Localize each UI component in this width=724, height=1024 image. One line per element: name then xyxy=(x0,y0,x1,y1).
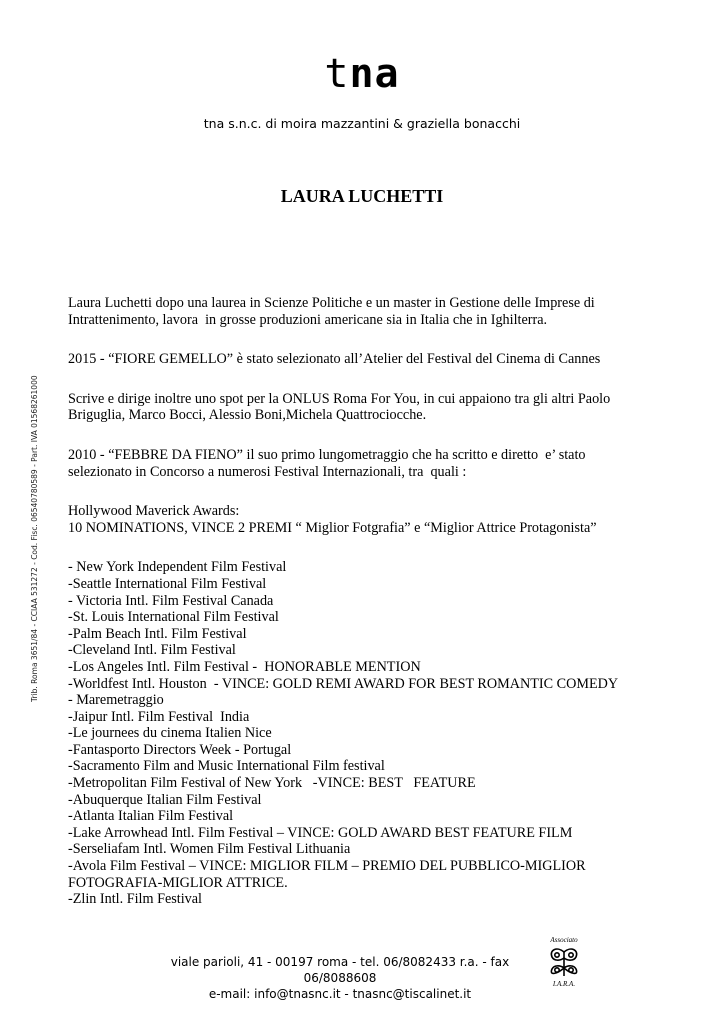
festival-item: -Lake Arrowhead Intl. Film Festival – VINCE: GOLD AWARD BEST FEATURE FILM xyxy=(68,824,573,841)
hollywood-line-2: 10 NOMINATIONS, VINCE 2 PREMI “ Miglior Fotgrafia” e “Miglior Attrice Protagonista” xyxy=(68,519,597,536)
company-name: tna s.n.c. di moira mazzantini & graziella bonacchi xyxy=(203,116,521,131)
vertical-registration-text: Trib. Roma 3651/84 - CCIAA 531272 - Cod. Fisc. 06540780589 - Part. IVA 01568261000 xyxy=(30,375,39,702)
footer-address: viale parioli, 41 - 00197 roma - tel. 06/8082433 r.a. - fax 06/8088608 xyxy=(170,955,510,985)
butterfly-emblem-icon xyxy=(547,946,581,980)
tna-logo xyxy=(0,52,724,96)
festival-item: -Metropolitan Film Festival of New York -VINCE: BEST FEATURE xyxy=(68,775,476,792)
festival-item: -Cleveland Intl. Film Festival xyxy=(68,642,236,659)
festival-item: - Maremetraggio xyxy=(68,692,164,709)
paragraph-2010-line-2: selezionato in Concorso a numerosi Festival Internazionali, tra quali : xyxy=(68,463,467,480)
festival-item: -Worldfest Intl. Houston - VINCE: GOLD REMI AWARD FOR BEST ROMANTIC COMEDY xyxy=(68,675,619,692)
festival-item: -Avola Film Festival – VINCE: MIGLIOR FILM – PREMIO DEL PUBBLICO-MIGLIOR xyxy=(68,858,586,875)
festival-item: -Palm Beach Intl. Film Festival xyxy=(68,625,247,642)
festival-item: -Jaipur Intl. Film Festival India xyxy=(68,708,250,725)
hollywood-line-1: Hollywood Maverick Awards: xyxy=(68,503,240,520)
festival-item: -Sacramento Film and Music International Film festival xyxy=(68,758,385,775)
spot-line-2: Briguglia, Marco Bocci, Alessio Boni,Michela Quattrociocche. xyxy=(68,407,427,424)
footer-contact xyxy=(150,954,530,1002)
footer-email: e-mail: info@tnasnc.it - tnasnc@tiscalinet.it xyxy=(208,987,472,1001)
festival-item: -Abuquerque Italian Film Festival xyxy=(68,791,262,808)
festival-item: -Atlanta Italian Film Festival xyxy=(68,808,234,825)
paragraph-2010-line-1: 2010 - “FEBBRE DA FIENO” il suo primo lungometraggio che ha scritto e diretto e’ stato xyxy=(68,446,586,463)
festival-item: FOTOGRAFIA-MIGLIOR ATTRICE. xyxy=(68,874,288,891)
festival-item: -Fantasporto Directors Week - Portugal xyxy=(68,741,292,758)
festival-item: -Zlin Intl. Film Festival xyxy=(68,891,202,908)
festival-item: - Victoria Intl. Film Festival Canada xyxy=(68,592,274,609)
festival-item: -St. Louis International Film Festival xyxy=(68,609,279,626)
festival-item: -Seattle International Film Festival xyxy=(68,575,267,592)
festival-item: - New York Independent Film Festival xyxy=(68,559,287,576)
festival-item: -Le journees du cinema Italien Nice xyxy=(68,725,272,742)
association-badge xyxy=(540,936,588,989)
logo-bold: na xyxy=(349,51,400,97)
page-title: LAURA LUCHETTI xyxy=(280,186,444,206)
intro-line-2: Intrattenimento, lavora in grosse produzioni americane sia in Italia che in Ighilterra. xyxy=(68,311,548,328)
intro-line-1: Laura Luchetti dopo una laurea in Scienze Politiche e un master in Gestione delle Imprese di xyxy=(68,295,595,311)
paragraph-2015: 2015 - “FIORE GEMELLO” è stato selezionato all’Atelier del Festival del Cinema di Cannes xyxy=(68,351,601,368)
festival-item: -Serseliafam Intl. Women Film Festival Lithuania xyxy=(68,841,351,858)
logo-light: t xyxy=(324,51,350,97)
festival-item: -Los Angeles Intl. Film Festival - HONORABLE MENTION xyxy=(68,658,421,675)
document-body xyxy=(68,295,698,908)
association-name: I.A.R.A. xyxy=(552,980,576,988)
festival-list xyxy=(68,559,698,907)
spot-line-1: Scrive e dirige inoltre uno spot per la ONLUS Roma For You, in cui appaiono tra gli altri Paolo xyxy=(68,390,611,407)
association-label: Associato xyxy=(550,936,578,944)
